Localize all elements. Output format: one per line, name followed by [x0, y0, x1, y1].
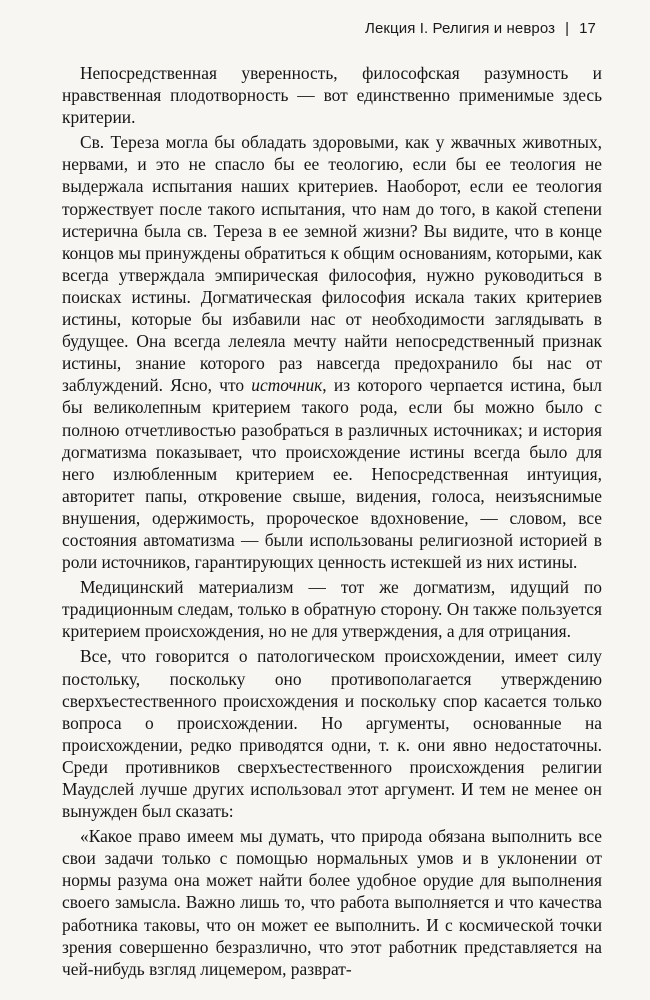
paragraph-maudsley-quote: [62, 825, 602, 980]
page-number: 17: [579, 20, 596, 37]
paragraph-criteria: [62, 62, 602, 128]
header-separator: |: [565, 20, 570, 37]
italic-term: источник: [251, 375, 323, 396]
running-header: [365, 20, 596, 37]
paragraph-text: Медицинский материализм — тот же догматизм, идущий по традиционным следам, только в обратную сторону. Он также пользуется критерием происхождения, но не для утверждения, а для отрицания.: [62, 577, 602, 642]
paragraph-materialism: [62, 576, 602, 642]
paragraph-pathological-origin: [62, 645, 602, 822]
paragraph-text-continued: , из которого черпается истина, был бы великолепным критерием такого рода, если бы можно было с полною отчетливостью разобраться в различных источниках; и история догматизма показывает, что происхождение истины всегда было для него излюбленным критерием ее. Непосредственная интуиция, авторитет папы, откровение свыше, видения, голоса, неизъяснимые внушения, одержимость, пророческое вдохновение, — словом, все состояния автоматизма — были использованы религиозной историей в роли источников, гарантирующих ценность истекшей из них истины.: [62, 375, 602, 573]
paragraph-teresa: [62, 131, 602, 573]
page-body: [62, 62, 602, 980]
running-title: Лекция I. Религия и невроз: [365, 20, 556, 37]
paragraph-text: Непосредственная уверенность, философская разумность и нравственная плодотворность — вот единственно применимые здесь критерии.: [62, 63, 602, 128]
paragraph-text: Все, что говорится о патологическом происхождении, имеет силу постольку, поскольку оно противополагается утверждению сверхъестественного происхождения и поскольку спор касается только вопроса о происхождении. Но аргументы, основанные на происхождении, редко приводятся одни, т. к. они явно недостаточны. Среди противников сверхъестественного происхождения религии Маудслей лучше других использовал этот аргумент. И тем не менее он вынужден был сказать:: [62, 646, 602, 822]
paragraph-text: Св. Тереза могла бы обладать здоровыми, как у жвачных животных, нервами, и это не спасло бы ее теологию, если бы ее теология не выдержала испытания наших критериев. Наоборот, если ее теология торжествует после такого испытания, что нам до того, в какой степени истерична была св. Тереза в ее земной жизни? Вы видите, что в конце концов мы принуждены обратиться к общим основаниям, которыми, как всегда утверждала эмпирическая философия, нужно руководиться в поисках истины. Догматическая философия искала таких критериев истины, которые бы избавили нас от необходимости заглядывать в будущее. Она всегда лелеяла мечту найти непосредственный признак истины, знание которого раз навсегда предохранило бы нас от заблуждений. Ясно, что: [62, 132, 602, 396]
paragraph-text: «Какое право имеем мы думать, что природа обязана выполнить все свои задачи только с помощью нормальных умов и в уклонении от нормы разума она может найти более удобное орудие для выполнения своего замысла. Важно лишь то, что работа выполняется и что качества работника таковы, что он может ее выполнить. И с космической точки зрения совершенно безразлично, что этот работник представляется на чей-нибудь взгляд лицемером, разврат-: [62, 826, 602, 979]
